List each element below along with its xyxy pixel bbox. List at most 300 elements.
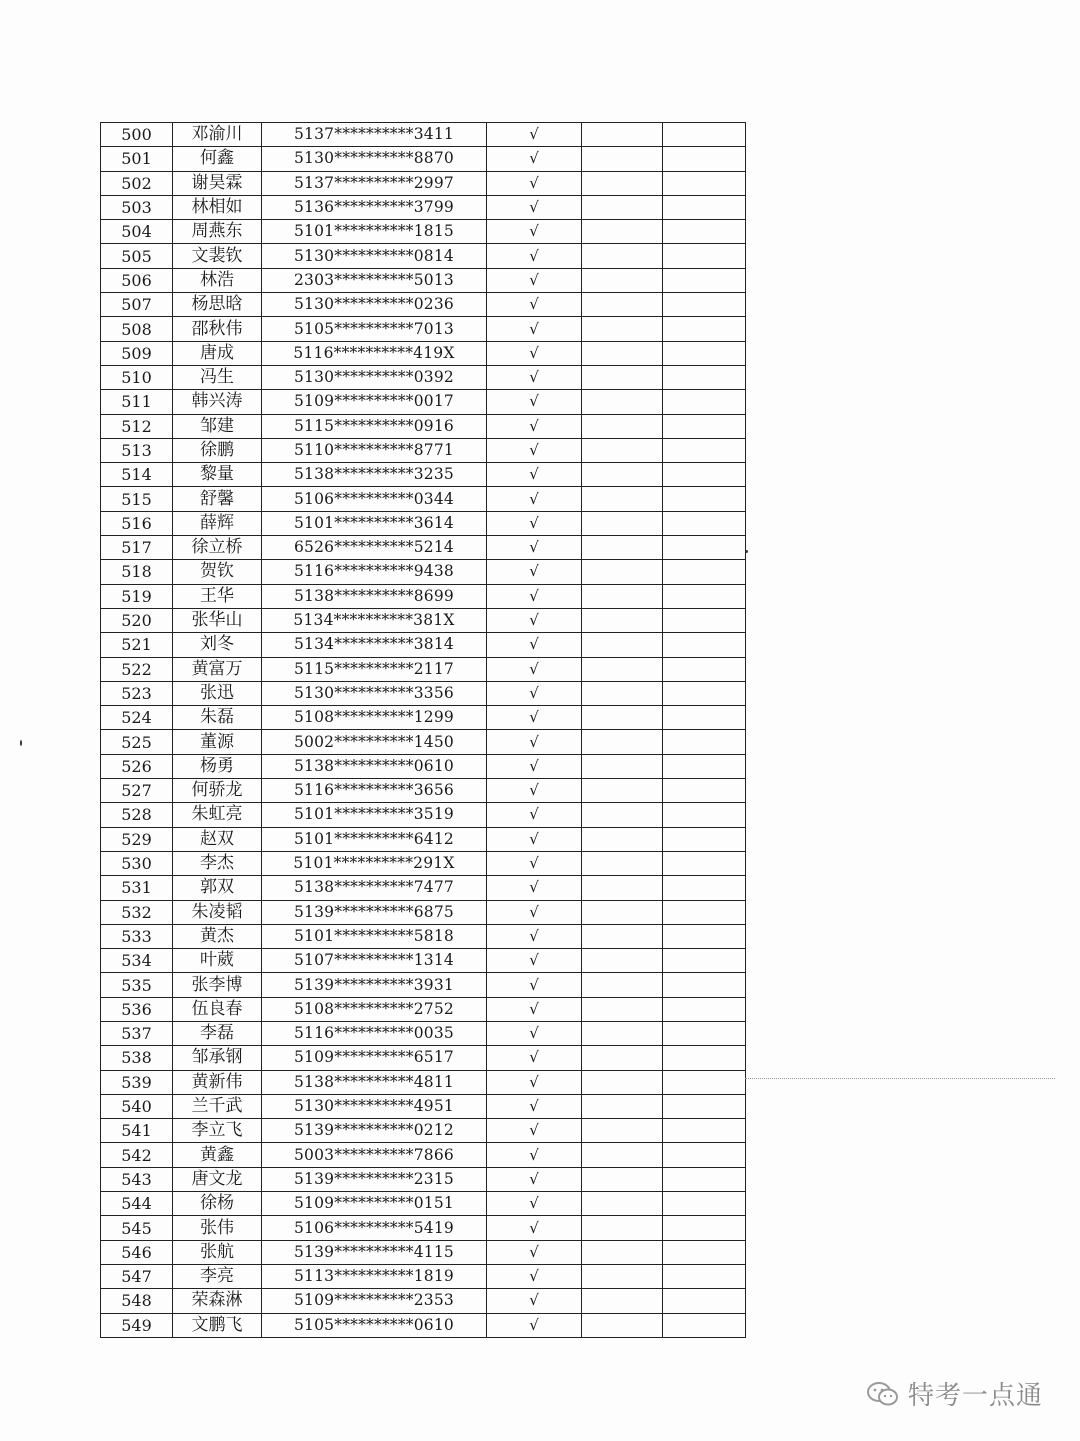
id-number: 5105**********7013: [262, 317, 487, 341]
empty-cell: [582, 195, 663, 219]
empty-cell: [582, 584, 663, 608]
check-mark: √: [487, 754, 582, 778]
empty-cell: [663, 438, 746, 462]
id-number: 5116**********3656: [262, 779, 487, 803]
table-row: [101, 1264, 746, 1288]
check-mark: √: [487, 633, 582, 657]
check-mark: √: [487, 851, 582, 875]
scan-speck: [745, 550, 748, 553]
candidate-name: 何骄龙: [173, 779, 262, 803]
check-mark: √: [487, 1094, 582, 1118]
id-number: 5105**********0610: [262, 1313, 487, 1337]
candidate-name: 韩兴涛: [173, 390, 262, 414]
empty-cell: [663, 560, 746, 584]
check-mark: √: [487, 1119, 582, 1143]
table-row: [101, 803, 746, 827]
candidate-name: 黎量: [173, 463, 262, 487]
id-number: 5130**********0392: [262, 365, 487, 389]
check-mark: √: [487, 317, 582, 341]
table-row: [101, 949, 746, 973]
check-mark: √: [487, 244, 582, 268]
candidate-name: 刘冬: [173, 633, 262, 657]
empty-cell: [663, 365, 746, 389]
row-number: 543: [101, 1167, 173, 1191]
check-mark: √: [487, 1192, 582, 1216]
row-number: 520: [101, 608, 173, 632]
table-row: [101, 973, 746, 997]
candidate-name: 邵秋伟: [173, 317, 262, 341]
empty-cell: [663, 171, 746, 195]
check-mark: √: [487, 511, 582, 535]
empty-cell: [663, 487, 746, 511]
row-number: 518: [101, 560, 173, 584]
empty-cell: [663, 1046, 746, 1070]
empty-cell: [663, 1167, 746, 1191]
check-mark: √: [487, 123, 582, 147]
candidate-name: 伍良春: [173, 997, 262, 1021]
empty-cell: [663, 973, 746, 997]
row-number: 539: [101, 1070, 173, 1094]
id-number: 5134**********381X: [262, 608, 487, 632]
id-number: 5108**********2752: [262, 997, 487, 1021]
id-number: 5137**********2997: [262, 171, 487, 195]
table-row: [101, 1192, 746, 1216]
empty-cell: [663, 657, 746, 681]
empty-cell: [663, 1119, 746, 1143]
scan-speck: [20, 740, 22, 746]
candidate-name: 朱磊: [173, 706, 262, 730]
candidate-name: 张迅: [173, 681, 262, 705]
empty-cell: [582, 147, 663, 171]
row-number: 527: [101, 779, 173, 803]
table-row: [101, 1167, 746, 1191]
table-row: [101, 511, 746, 535]
candidate-name: 唐文龙: [173, 1167, 262, 1191]
empty-cell: [663, 1192, 746, 1216]
row-number: 538: [101, 1046, 173, 1070]
table-row: [101, 657, 746, 681]
row-number: 502: [101, 171, 173, 195]
empty-cell: [582, 681, 663, 705]
row-number: 529: [101, 827, 173, 851]
candidate-name: 何鑫: [173, 147, 262, 171]
table-row: [101, 730, 746, 754]
table-row: [101, 123, 746, 147]
table-row: [101, 244, 746, 268]
row-number: 517: [101, 536, 173, 560]
empty-cell: [663, 1094, 746, 1118]
empty-cell: [582, 608, 663, 632]
empty-cell: [663, 997, 746, 1021]
empty-cell: [582, 827, 663, 851]
check-mark: √: [487, 1167, 582, 1191]
row-number: 537: [101, 1021, 173, 1045]
empty-cell: [582, 924, 663, 948]
check-mark: √: [487, 730, 582, 754]
check-mark: √: [487, 997, 582, 1021]
candidate-name: 郭双: [173, 876, 262, 900]
empty-cell: [663, 754, 746, 778]
table-row: [101, 147, 746, 171]
check-mark: √: [487, 1289, 582, 1313]
empty-cell: [663, 390, 746, 414]
candidate-name: 文裴钦: [173, 244, 262, 268]
id-number: 5106**********5419: [262, 1216, 487, 1240]
check-mark: √: [487, 657, 582, 681]
table-row: [101, 1240, 746, 1264]
id-number: 5130**********8870: [262, 147, 487, 171]
check-mark: √: [487, 949, 582, 973]
candidate-name: 唐成: [173, 341, 262, 365]
row-number: 501: [101, 147, 173, 171]
table-row: [101, 876, 746, 900]
row-number: 510: [101, 365, 173, 389]
empty-cell: [582, 560, 663, 584]
check-mark: √: [487, 463, 582, 487]
empty-cell: [663, 341, 746, 365]
check-mark: √: [487, 414, 582, 438]
row-number: 547: [101, 1264, 173, 1288]
watermark: [866, 1375, 1043, 1412]
watermark-text: 特考一点通: [908, 1381, 1044, 1411]
empty-cell: [582, 244, 663, 268]
row-number: 514: [101, 463, 173, 487]
table-row: [101, 997, 746, 1021]
empty-cell: [663, 633, 746, 657]
empty-cell: [663, 1143, 746, 1167]
row-number: 549: [101, 1313, 173, 1337]
row-number: 519: [101, 584, 173, 608]
empty-cell: [663, 463, 746, 487]
candidate-name: 叶葳: [173, 949, 262, 973]
table-row: [101, 706, 746, 730]
table-row: [101, 390, 746, 414]
empty-cell: [663, 827, 746, 851]
id-number: 5130**********0814: [262, 244, 487, 268]
table-row: [101, 1094, 746, 1118]
row-number: 542: [101, 1143, 173, 1167]
candidate-name: 杨勇: [173, 754, 262, 778]
row-number: 545: [101, 1216, 173, 1240]
id-number: 5101**********3614: [262, 511, 487, 535]
row-number: 531: [101, 876, 173, 900]
check-mark: √: [487, 706, 582, 730]
check-mark: √: [487, 220, 582, 244]
id-number: 5101**********6412: [262, 827, 487, 851]
row-number: 541: [101, 1119, 173, 1143]
candidate-name: 李磊: [173, 1021, 262, 1045]
scan-artifact-line: [745, 1078, 1055, 1079]
table-row: [101, 827, 746, 851]
empty-cell: [663, 147, 746, 171]
empty-cell: [582, 949, 663, 973]
empty-cell: [663, 608, 746, 632]
candidate-name: 邓渝川: [173, 123, 262, 147]
table-body: [101, 123, 746, 1338]
candidate-name: 朱虹亮: [173, 803, 262, 827]
check-mark: √: [487, 438, 582, 462]
empty-cell: [663, 876, 746, 900]
candidate-name: 贺钦: [173, 560, 262, 584]
id-number: 5130**********4951: [262, 1094, 487, 1118]
candidate-table: [100, 122, 746, 1338]
empty-cell: [663, 779, 746, 803]
table-row: [101, 681, 746, 705]
row-number: 532: [101, 900, 173, 924]
empty-cell: [582, 1240, 663, 1264]
id-number: 5138**********3235: [262, 463, 487, 487]
candidate-name: 兰千武: [173, 1094, 262, 1118]
candidate-name: 荣森淋: [173, 1289, 262, 1313]
check-mark: √: [487, 803, 582, 827]
empty-cell: [582, 876, 663, 900]
empty-cell: [663, 195, 746, 219]
candidate-name: 冯生: [173, 365, 262, 389]
candidate-name: 邹承钢: [173, 1046, 262, 1070]
id-number: 5134**********3814: [262, 633, 487, 657]
candidate-name: 王华: [173, 584, 262, 608]
empty-cell: [582, 851, 663, 875]
check-mark: √: [487, 195, 582, 219]
row-number: 515: [101, 487, 173, 511]
row-number: 508: [101, 317, 173, 341]
id-number: 5106**********0344: [262, 487, 487, 511]
row-number: 530: [101, 851, 173, 875]
table-row: [101, 633, 746, 657]
empty-cell: [582, 438, 663, 462]
check-mark: √: [487, 1046, 582, 1070]
wechat-icon: [866, 1381, 900, 1407]
id-number: 5109**********6517: [262, 1046, 487, 1070]
check-mark: √: [487, 608, 582, 632]
table-row: [101, 487, 746, 511]
id-number: 5138**********4811: [262, 1070, 487, 1094]
table-row: [101, 1021, 746, 1045]
empty-cell: [582, 171, 663, 195]
empty-cell: [582, 1167, 663, 1191]
candidate-name: 林相如: [173, 195, 262, 219]
empty-cell: [582, 365, 663, 389]
table-row: [101, 851, 746, 875]
id-number: 5138**********0610: [262, 754, 487, 778]
empty-cell: [582, 754, 663, 778]
empty-cell: [582, 1289, 663, 1313]
empty-cell: [663, 1264, 746, 1288]
check-mark: √: [487, 487, 582, 511]
id-number: 5116**********9438: [262, 560, 487, 584]
id-number: 5139**********2315: [262, 1167, 487, 1191]
row-number: 533: [101, 924, 173, 948]
id-number: 5109**********0017: [262, 390, 487, 414]
id-number: 5108**********1299: [262, 706, 487, 730]
candidate-name: 周燕东: [173, 220, 262, 244]
table-row: [101, 365, 746, 389]
row-number: 511: [101, 390, 173, 414]
row-number: 505: [101, 244, 173, 268]
table-row: [101, 1289, 746, 1313]
empty-cell: [663, 244, 746, 268]
row-number: 522: [101, 657, 173, 681]
table-row: [101, 1313, 746, 1337]
id-number: 5138**********8699: [262, 584, 487, 608]
id-number: 5137**********3411: [262, 123, 487, 147]
candidate-name: 邹建: [173, 414, 262, 438]
check-mark: √: [487, 147, 582, 171]
empty-cell: [582, 1046, 663, 1070]
table-row: [101, 268, 746, 292]
empty-cell: [582, 1070, 663, 1094]
check-mark: √: [487, 1143, 582, 1167]
empty-cell: [582, 1143, 663, 1167]
candidate-name: 舒馨: [173, 487, 262, 511]
id-number: 5139**********6875: [262, 900, 487, 924]
id-number: 5109**********0151: [262, 1192, 487, 1216]
empty-cell: [582, 1021, 663, 1045]
table-row: [101, 414, 746, 438]
candidate-name: 李亮: [173, 1264, 262, 1288]
candidate-name: 黄富万: [173, 657, 262, 681]
candidate-name: 黄杰: [173, 924, 262, 948]
candidate-name: 张华山: [173, 608, 262, 632]
row-number: 546: [101, 1240, 173, 1264]
empty-cell: [663, 730, 746, 754]
empty-cell: [582, 317, 663, 341]
row-number: 506: [101, 268, 173, 292]
empty-cell: [582, 633, 663, 657]
candidate-name: 杨思晗: [173, 293, 262, 317]
candidate-name: 徐鹏: [173, 438, 262, 462]
empty-cell: [582, 220, 663, 244]
candidate-name: 黄鑫: [173, 1143, 262, 1167]
candidate-name: 谢昊霖: [173, 171, 262, 195]
check-mark: √: [487, 1070, 582, 1094]
candidate-name: 李立飞: [173, 1119, 262, 1143]
candidate-name: 黄新伟: [173, 1070, 262, 1094]
candidate-name: 董源: [173, 730, 262, 754]
empty-cell: [582, 487, 663, 511]
empty-cell: [582, 293, 663, 317]
row-number: 509: [101, 341, 173, 365]
row-number: 548: [101, 1289, 173, 1313]
row-number: 540: [101, 1094, 173, 1118]
id-number: 5130**********0236: [262, 293, 487, 317]
empty-cell: [582, 730, 663, 754]
empty-cell: [582, 1192, 663, 1216]
empty-cell: [663, 1070, 746, 1094]
id-number: 5115**********2117: [262, 657, 487, 681]
empty-cell: [663, 924, 746, 948]
check-mark: √: [487, 1240, 582, 1264]
empty-cell: [663, 1313, 746, 1337]
id-number: 5130**********3356: [262, 681, 487, 705]
empty-cell: [663, 123, 746, 147]
id-number: 5003**********7866: [262, 1143, 487, 1167]
check-mark: √: [487, 1264, 582, 1288]
table-row: [101, 195, 746, 219]
check-mark: √: [487, 900, 582, 924]
check-mark: √: [487, 876, 582, 900]
empty-cell: [663, 1240, 746, 1264]
candidate-name: 张航: [173, 1240, 262, 1264]
row-number: 507: [101, 293, 173, 317]
empty-cell: [582, 1094, 663, 1118]
table-row: [101, 900, 746, 924]
check-mark: √: [487, 341, 582, 365]
row-number: 526: [101, 754, 173, 778]
id-number: 5116**********0035: [262, 1021, 487, 1045]
row-number: 528: [101, 803, 173, 827]
id-number: 5101**********291X: [262, 851, 487, 875]
table-row: [101, 584, 746, 608]
candidate-name: 徐杨: [173, 1192, 262, 1216]
table-row: [101, 1046, 746, 1070]
row-number: 503: [101, 195, 173, 219]
check-mark: √: [487, 560, 582, 584]
empty-cell: [582, 463, 663, 487]
check-mark: √: [487, 1021, 582, 1045]
id-number: 5107**********1314: [262, 949, 487, 973]
empty-cell: [582, 997, 663, 1021]
empty-cell: [582, 1216, 663, 1240]
check-mark: √: [487, 779, 582, 803]
table-row: [101, 220, 746, 244]
empty-cell: [663, 900, 746, 924]
empty-cell: [663, 1289, 746, 1313]
row-number: 513: [101, 438, 173, 462]
row-number: 525: [101, 730, 173, 754]
check-mark: √: [487, 924, 582, 948]
candidate-name: 薛辉: [173, 511, 262, 535]
empty-cell: [663, 1021, 746, 1045]
check-mark: √: [487, 365, 582, 389]
empty-cell: [582, 973, 663, 997]
candidate-name: 赵双: [173, 827, 262, 851]
empty-cell: [663, 584, 746, 608]
candidate-name: 文鹏飞: [173, 1313, 262, 1337]
table-row: [101, 317, 746, 341]
candidate-name: 张李博: [173, 973, 262, 997]
empty-cell: [582, 414, 663, 438]
table-row: [101, 438, 746, 462]
id-number: 5115**********0916: [262, 414, 487, 438]
candidate-name: 张伟: [173, 1216, 262, 1240]
id-number: 5139**********0212: [262, 1119, 487, 1143]
row-number: 535: [101, 973, 173, 997]
id-number: 2303**********5013: [262, 268, 487, 292]
empty-cell: [663, 317, 746, 341]
id-number: 5139**********3931: [262, 973, 487, 997]
empty-cell: [663, 851, 746, 875]
table-row: [101, 1216, 746, 1240]
empty-cell: [582, 536, 663, 560]
empty-cell: [663, 803, 746, 827]
check-mark: √: [487, 1216, 582, 1240]
empty-cell: [582, 900, 663, 924]
id-number: 5101**********1815: [262, 220, 487, 244]
row-number: 500: [101, 123, 173, 147]
empty-cell: [663, 949, 746, 973]
check-mark: √: [487, 1313, 582, 1337]
row-number: 512: [101, 414, 173, 438]
check-mark: √: [487, 390, 582, 414]
id-number: 5109**********2353: [262, 1289, 487, 1313]
row-number: 544: [101, 1192, 173, 1216]
empty-cell: [582, 779, 663, 803]
table-row: [101, 463, 746, 487]
empty-cell: [582, 1119, 663, 1143]
empty-cell: [663, 293, 746, 317]
check-mark: √: [487, 973, 582, 997]
